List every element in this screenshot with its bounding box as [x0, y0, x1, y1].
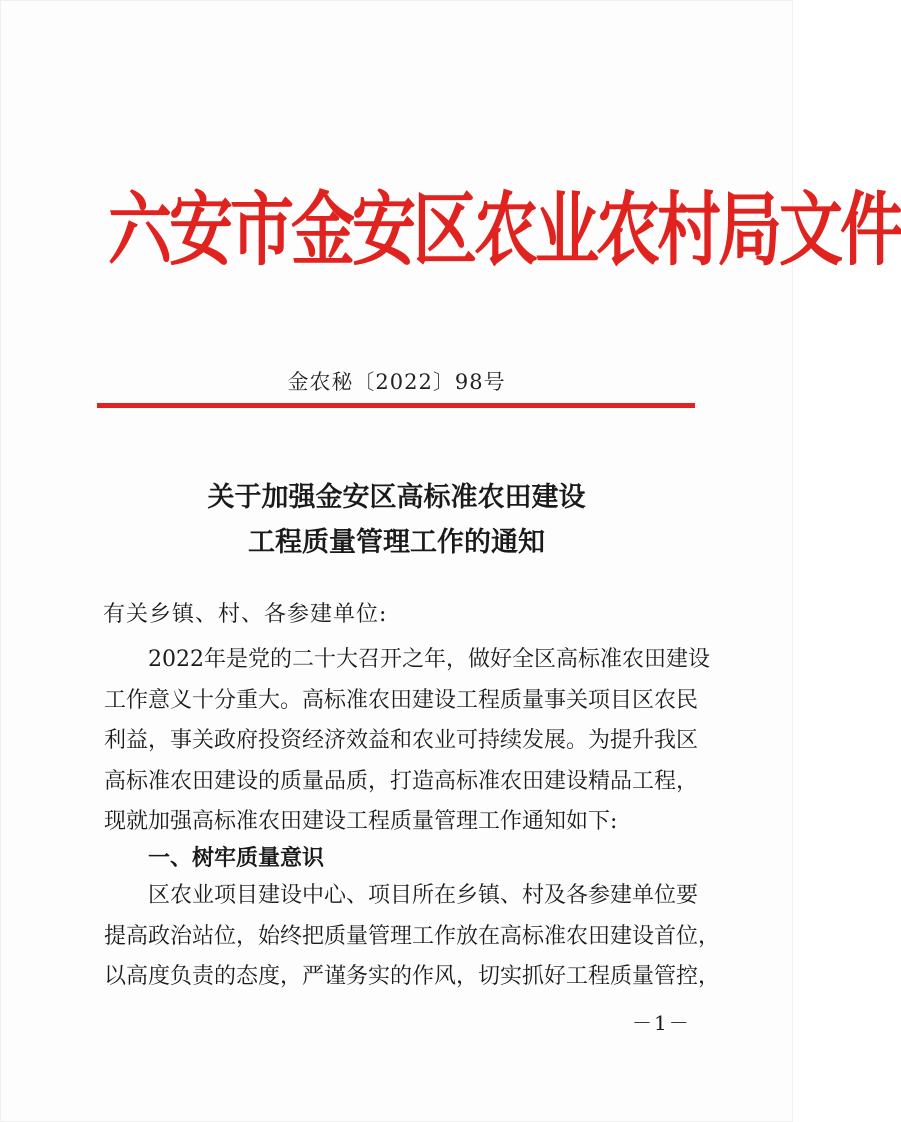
red-separator-line: [97, 403, 695, 408]
paragraph-1: [104, 640, 710, 843]
paragraph-line: 2022年是党的二十大召开之年，做好全区高标准农田建设: [148, 647, 710, 672]
salutation: 有关乡镇、村、各参建单位:: [103, 602, 388, 627]
document-number: 金农秘〔2022〕98号: [287, 370, 506, 394]
page-number: －1－: [632, 1011, 691, 1035]
paragraph-line: 利益，事关政府投资经济效益和农业可持续发展。为提升我区: [104, 728, 699, 753]
notice-title-line-1: 关于加强金安区高标准农田建设: [207, 482, 586, 513]
issuer-header-title: 六安市金安区农业农村局文件: [108, 184, 901, 278]
paragraph-2: [104, 876, 721, 998]
paragraph-line: 区农业项目建设中心、项目所在乡镇、村及各参建单位要: [148, 883, 699, 908]
paragraph-line: 以高度负责的态度，严谨务实的作风，切实抓好工程质量管控，: [104, 964, 721, 989]
section-heading-1: 一、树牢质量意识: [148, 846, 325, 871]
paragraph-line: 工作意义十分重大。高标准农田建设工程质量事关项目区农民: [104, 687, 699, 713]
paragraph-line: 现就加强高标准农田建设工程质量管理工作通知如下:: [104, 809, 618, 834]
paragraph-line: 高标准农田建设的质量品质，打造高标准农田建设精品工程，: [104, 768, 699, 794]
notice-title-line-2: 工程质量管理工作的通知: [248, 527, 545, 558]
paragraph-line: 提高政治站位，始终把质量管理工作放在高标准农田建设首位，: [104, 923, 721, 949]
